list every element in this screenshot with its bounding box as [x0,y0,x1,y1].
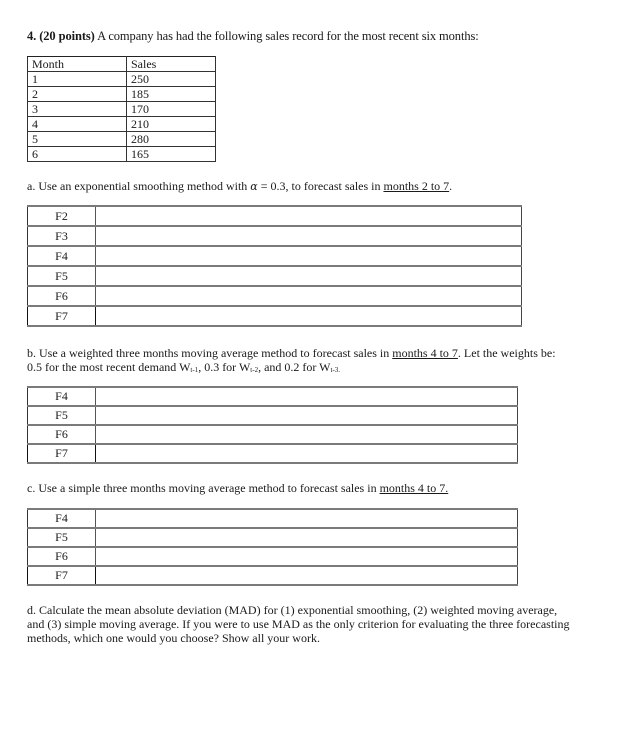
month-cell: 2 [28,87,127,102]
forecast-label: F5 [28,406,96,425]
header-month: Month [28,57,127,72]
forecast-label: F6 [28,425,96,444]
answer-cell[interactable] [96,266,522,286]
answer-cell[interactable] [96,425,518,444]
forecast-label: F4 [28,246,96,266]
part-b-line2 [27,360,556,377]
subscript-t1: t-1 [190,366,199,374]
answer-cell[interactable] [96,286,522,306]
table-row [28,87,216,102]
part-a-text-after: , to forecast sales in [285,179,384,193]
answer-cell[interactable] [96,226,522,246]
forecast-label: F7 [28,306,96,326]
sales-table [27,56,216,162]
forecast-label: F7 [28,444,96,463]
answer-row [28,306,522,326]
answer-cell[interactable] [96,528,518,547]
sales-cell: 170 [127,102,216,117]
month-cell: 5 [28,132,127,147]
answer-row [28,444,518,463]
table-row [28,102,216,117]
forecast-label: F4 [28,387,96,406]
question-title [27,29,479,44]
alpha-value: = 0.3 [257,179,286,193]
month-cell: 4 [28,117,127,132]
forecast-label: F3 [28,226,96,246]
month-cell: 1 [28,72,127,87]
answer-row [28,226,522,246]
part-b-prompt [27,346,556,377]
answer-row [28,206,522,226]
part-b-line1 [27,346,556,360]
sales-cell: 185 [127,87,216,102]
answer-row [28,286,522,306]
question-intro: A company has had the following sales record for the most recent six months: [94,29,479,43]
part-d-line2: and (3) simple moving average. If you were to use MAD as the only criterion for evaluating the three forecasting [27,617,570,631]
part-a-end: . [449,179,453,193]
subscript-t2: t-2 [250,366,259,374]
answer-row [28,266,522,286]
alpha-symbol: α [250,180,258,193]
answer-cell[interactable] [96,387,518,406]
part-b-range: months 4 to 7 [392,346,458,360]
answer-row [28,509,518,528]
part-c-answer-table [27,508,518,586]
forecast-label: F7 [28,566,96,585]
part-a-range: months 2 to 7 [383,179,450,193]
sales-cell: 280 [127,132,216,147]
sales-cell: 250 [127,72,216,87]
table-row [28,72,216,87]
weight-text-3: , and 0.2 for W [258,360,331,374]
forecast-label: F6 [28,547,96,566]
question-points: (20 points) [39,29,95,43]
answer-row [28,566,518,585]
weight-text-1: 0.5 for the most recent demand W [27,360,191,374]
header-sales: Sales [127,57,216,72]
part-d-line3: methods, which one would you choose? Show all your work. [27,631,320,645]
part-d-prompt [27,603,569,645]
month-cell: 3 [28,102,127,117]
subscript-t3: t-3 [330,366,339,374]
answer-row [28,387,518,406]
sales-cell: 210 [127,117,216,132]
table-row [28,117,216,132]
answer-row [28,528,518,547]
table-row [28,147,216,162]
answer-cell[interactable] [96,444,518,463]
forecast-label: F5 [28,528,96,547]
weight-text-2: , 0.3 for W [198,360,251,374]
answer-cell[interactable] [96,566,518,585]
answer-cell[interactable] [96,306,522,326]
month-cell: 6 [28,147,127,162]
part-a-prompt [27,179,452,194]
part-c-prompt [27,481,448,495]
answer-cell[interactable] [96,406,518,425]
sales-cell: 165 [127,147,216,162]
forecast-label: F2 [28,206,96,226]
part-b-answer-table [27,386,518,464]
answer-row [28,425,518,444]
part-c-range: months 4 to 7. [379,481,449,495]
part-b-text: b. Use a weighted three months moving average method to forecast sales in [27,346,393,360]
part-c-text: c. Use a simple three months moving average method to forecast sales in [27,481,380,495]
part-b-text-after: . Let the weights be: [457,346,556,360]
part-d-line1: d. Calculate the mean absolute deviation (MAD) for (1) exponential smoothing, (2) weighted moving average, [27,603,558,617]
answer-cell[interactable] [96,509,518,528]
answer-row [28,406,518,425]
forecast-label: F4 [28,509,96,528]
answer-cell[interactable] [96,246,522,266]
part-a-answer-table [27,205,522,327]
forecast-label: F6 [28,286,96,306]
answer-row [28,246,522,266]
answer-cell[interactable] [96,206,522,226]
forecast-label: F5 [28,266,96,286]
table-header-row [28,57,216,72]
table-row [28,132,216,147]
part-a-text: a. Use an exponential smoothing method with [27,179,251,193]
answer-row [28,547,518,566]
answer-cell[interactable] [96,547,518,566]
weight-text-end: . [338,366,341,374]
question-number: 4. [27,29,37,43]
